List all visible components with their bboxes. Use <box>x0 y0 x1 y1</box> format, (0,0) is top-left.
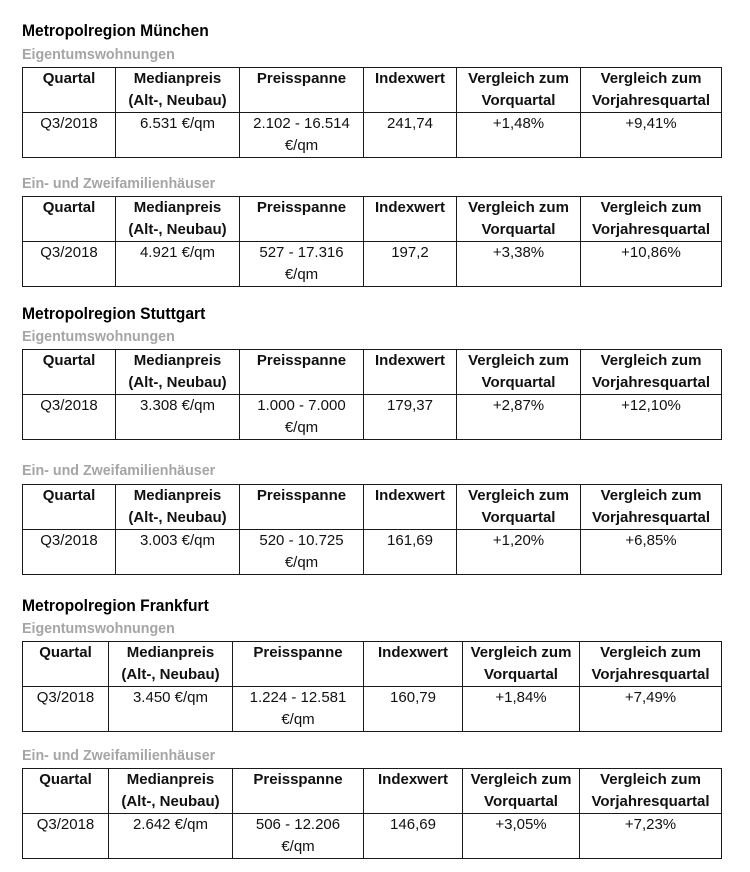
cell-vorquartal: +1,84% <box>463 687 580 732</box>
header-quartal: Quartal <box>23 769 109 814</box>
header-vorjahresquartal: Vergleich zum Vorjahresquartal <box>581 197 722 242</box>
header-preisspanne: Preisspanne <box>240 350 364 395</box>
header-medianpreis: Medianpreis (Alt-, Neubau) <box>116 68 240 113</box>
cell-quartal: Q3/2018 <box>23 113 116 158</box>
cell-medianpreis: 3.450 €/qm <box>109 687 233 732</box>
section-subtitle-stuttgart-eigentumswohnungen: Eigentumswohnungen <box>22 328 175 345</box>
table-row <box>23 687 722 732</box>
header-vorjahresquartal: Vergleich zum Vorjahresquartal <box>580 769 722 814</box>
price-table-stuttgart-haeuser <box>22 484 722 575</box>
header-medianpreis: Medianpreis (Alt-, Neubau) <box>116 485 240 530</box>
cell-preisspanne: 520 - 10.725 €/qm <box>240 530 364 575</box>
cell-vorjahresquartal: +9,41% <box>581 113 722 158</box>
cell-vorquartal: +3,05% <box>463 814 580 859</box>
table-row <box>23 814 722 859</box>
cell-preisspanne: 2.102 - 16.514 €/qm <box>240 113 364 158</box>
header-indexwert: Indexwert <box>364 350 457 395</box>
cell-indexwert: 197,2 <box>364 242 457 287</box>
table-row <box>23 242 722 287</box>
cell-vorquartal: +3,38% <box>457 242 581 287</box>
price-table-frankfurt-eigentumswohnungen <box>22 641 722 732</box>
header-preisspanne: Preisspanne <box>233 642 364 687</box>
header-quartal: Quartal <box>23 197 116 242</box>
price-table-stuttgart-eigentumswohnungen <box>22 349 722 440</box>
table-header-row <box>23 350 722 395</box>
header-vorjahresquartal: Vergleich zum Vorjahresquartal <box>581 350 722 395</box>
cell-vorquartal: +2,87% <box>457 395 581 440</box>
table-header-row <box>23 769 722 814</box>
table-header-row <box>23 197 722 242</box>
header-preisspanne: Preisspanne <box>240 68 364 113</box>
header-preisspanne: Preisspanne <box>233 769 364 814</box>
header-vorquartal: Vergleich zum Vorquartal <box>463 642 580 687</box>
header-quartal: Quartal <box>23 642 109 687</box>
cell-quartal: Q3/2018 <box>23 814 109 859</box>
section-subtitle-stuttgart-haeuser: Ein- und Zweifamilienhäuser <box>22 462 216 479</box>
header-vorquartal: Vergleich zum Vorquartal <box>457 350 581 395</box>
cell-quartal: Q3/2018 <box>23 687 109 732</box>
header-indexwert: Indexwert <box>364 769 463 814</box>
header-preisspanne: Preisspanne <box>240 485 364 530</box>
header-indexwert: Indexwert <box>364 197 457 242</box>
cell-vorjahresquartal: +12,10% <box>581 395 722 440</box>
cell-preisspanne: 527 - 17.316 €/qm <box>240 242 364 287</box>
cell-indexwert: 179,37 <box>364 395 457 440</box>
cell-medianpreis: 3.003 €/qm <box>116 530 240 575</box>
section-subtitle-muenchen-eigentumswohnungen: Eigentumswohnungen <box>22 46 175 63</box>
cell-indexwert: 160,79 <box>364 687 463 732</box>
header-medianpreis: Medianpreis (Alt-, Neubau) <box>109 769 233 814</box>
header-vorquartal: Vergleich zum Vorquartal <box>457 68 581 113</box>
cell-vorjahresquartal: +7,49% <box>580 687 722 732</box>
cell-quartal: Q3/2018 <box>23 530 116 575</box>
header-quartal: Quartal <box>23 485 116 530</box>
header-vorquartal: Vergleich zum Vorquartal <box>463 769 580 814</box>
price-table-frankfurt-haeuser <box>22 768 722 859</box>
header-indexwert: Indexwert <box>364 642 463 687</box>
header-medianpreis: Medianpreis (Alt-, Neubau) <box>116 197 240 242</box>
cell-vorjahresquartal: +10,86% <box>581 242 722 287</box>
table-header-row <box>23 68 722 113</box>
cell-vorjahresquartal: +7,23% <box>580 814 722 859</box>
cell-quartal: Q3/2018 <box>23 395 116 440</box>
header-quartal: Quartal <box>23 350 116 395</box>
section-subtitle-frankfurt-haeuser: Ein- und Zweifamilienhäuser <box>22 747 216 764</box>
cell-indexwert: 146,69 <box>364 814 463 859</box>
table-row <box>23 113 722 158</box>
header-indexwert: Indexwert <box>364 485 457 530</box>
cell-preisspanne: 506 - 12.206 €/qm <box>233 814 364 859</box>
cell-quartal: Q3/2018 <box>23 242 116 287</box>
price-table-muenchen-eigentumswohnungen <box>22 67 722 158</box>
cell-medianpreis: 6.531 €/qm <box>116 113 240 158</box>
header-vorquartal: Vergleich zum Vorquartal <box>457 197 581 242</box>
cell-medianpreis: 3.308 €/qm <box>116 395 240 440</box>
region-title-frankfurt: Metropolregion Frankfurt <box>22 596 209 615</box>
header-indexwert: Indexwert <box>364 68 457 113</box>
header-vorjahresquartal: Vergleich zum Vorjahresquartal <box>581 485 722 530</box>
cell-indexwert: 241,74 <box>364 113 457 158</box>
header-quartal: Quartal <box>23 68 116 113</box>
region-title-stuttgart: Metropolregion Stuttgart <box>22 304 206 323</box>
cell-preisspanne: 1.224 - 12.581 €/qm <box>233 687 364 732</box>
table-row <box>23 395 722 440</box>
cell-vorjahresquartal: +6,85% <box>581 530 722 575</box>
table-row <box>23 530 722 575</box>
section-subtitle-frankfurt-eigentumswohnungen: Eigentumswohnungen <box>22 620 175 637</box>
header-medianpreis: Medianpreis (Alt-, Neubau) <box>109 642 233 687</box>
price-table-muenchen-haeuser <box>22 196 722 287</box>
cell-vorquartal: +1,20% <box>457 530 581 575</box>
cell-medianpreis: 2.642 €/qm <box>109 814 233 859</box>
table-header-row <box>23 642 722 687</box>
header-vorquartal: Vergleich zum Vorquartal <box>457 485 581 530</box>
header-vorjahresquartal: Vergleich zum Vorjahresquartal <box>581 68 722 113</box>
cell-indexwert: 161,69 <box>364 530 457 575</box>
header-preisspanne: Preisspanne <box>240 197 364 242</box>
header-vorjahresquartal: Vergleich zum Vorjahresquartal <box>580 642 722 687</box>
cell-vorquartal: +1,48% <box>457 113 581 158</box>
region-title-muenchen: Metropolregion München <box>22 21 209 40</box>
header-medianpreis: Medianpreis (Alt-, Neubau) <box>116 350 240 395</box>
cell-preisspanne: 1.000 - 7.000 €/qm <box>240 395 364 440</box>
table-header-row <box>23 485 722 530</box>
section-subtitle-muenchen-haeuser: Ein- und Zweifamilienhäuser <box>22 175 216 192</box>
cell-medianpreis: 4.921 €/qm <box>116 242 240 287</box>
